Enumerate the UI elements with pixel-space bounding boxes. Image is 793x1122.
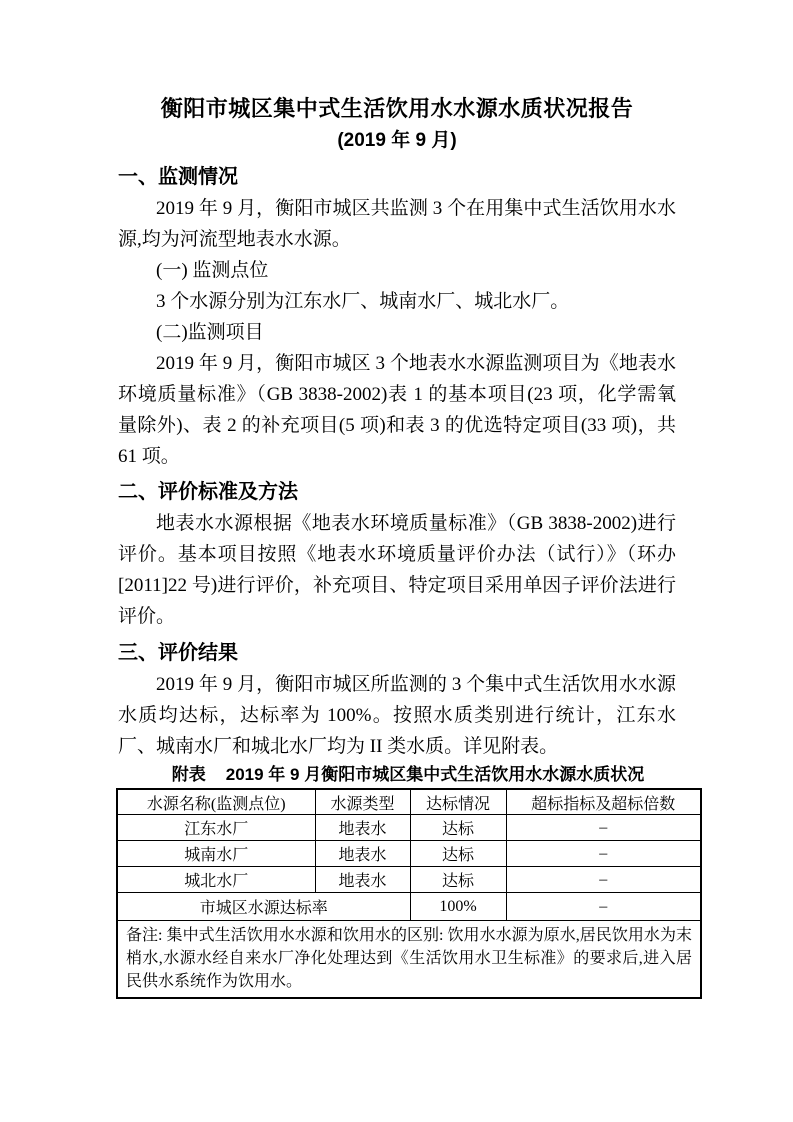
cell-source-name: 城南水厂 — [117, 841, 315, 867]
section-3-heading: 三、评价结果 — [118, 642, 238, 664]
cell-compliance: 达标 — [410, 867, 506, 893]
cell-exceedance: – — [506, 867, 701, 893]
cell-source-type: 地表水 — [315, 867, 410, 893]
summary-exceedance: – — [506, 893, 701, 921]
cell-source-name: 城北水厂 — [117, 867, 315, 893]
cell-source-type: 地表水 — [315, 841, 410, 867]
header-compliance: 达标情况 — [410, 789, 506, 815]
appendix-table-block — [116, 762, 700, 999]
water-quality-table — [116, 788, 702, 999]
cell-source-name: 江东水厂 — [117, 815, 315, 841]
table-caption-title: 2019 年 9 月衡阳市城区集中式生活饮用水水源水质状况 — [225, 765, 645, 784]
table-caption-label: 附表 — [171, 765, 206, 784]
section-1-paragraph-1: 2019 年 9 月，衡阳市城区共监测 3 个在用集中式生活饮用水水源,均为河流型地表水水源。 — [118, 198, 676, 250]
table-row — [117, 867, 701, 893]
section-2-paragraph-1: 地表水水源根据《地表水环境质量标准》（GB 3838-2002)进行评价。基本项目按照《地表水环境质量评价办法（试行）》（环办[2011]22 号)进行评价，补充项目、特定项目采用单因子评价法进行评价。 — [118, 513, 676, 627]
section-1-paragraph-2: 3 个水源分别为江东水厂、城南水厂、城北水厂。 — [156, 291, 570, 312]
table-row — [117, 841, 701, 867]
section-1-paragraph-3: 2019 年 9 月，衡阳市城区 3 个地表水水源监测项目为《地表水环境质量标准》（GB 3838-2002)表 1 的基本项目(23 项，化学需氧量除外)、表 2 的补充项目(5 项)和表 3 的优选特定项目(33 项)，共 61 项。 — [118, 353, 676, 467]
header-source-name: 水源名称(监测点位) — [117, 789, 315, 815]
section-1-subheading-1: (一) 监测点位 — [156, 260, 269, 281]
header-source-type: 水源类型 — [315, 789, 410, 815]
summary-rate: 100% — [410, 893, 506, 921]
section-3-paragraph-1: 2019 年 9 月，衡阳市城区所监测的 3 个集中式生活饮用水水源水质均达标，达标率为 100%。按照水质类别进行统计，江东水厂、城南水厂和城北水厂均为 II 类水质。详见附表。 — [118, 674, 676, 757]
table-note: 备注: 集中式生活饮用水水源和饮用水的区别: 饮用水水源为原水,居民饮用水为末梢水,水源水经自来水厂净化处理达到《生活饮用水卫生标准》的要求后,进入居民供水系统作为饮用水。 — [117, 921, 701, 999]
table-note-row — [117, 921, 701, 999]
page-title: 衡阳市城区集中式生活饮用水水源水质状况报告 — [160, 96, 634, 121]
cell-compliance: 达标 — [410, 841, 506, 867]
cell-compliance: 达标 — [410, 815, 506, 841]
table-caption — [116, 762, 700, 788]
text-column — [118, 0, 676, 762]
section-1-heading: 一、监测情况 — [118, 166, 238, 188]
page-subtitle: (2019 年 9 月) — [337, 130, 457, 151]
table-row — [117, 815, 701, 841]
header-exceedance: 超标指标及超标倍数 — [506, 789, 701, 815]
cell-exceedance: – — [506, 841, 701, 867]
summary-label: 市城区水源达标率 — [117, 893, 410, 921]
section-2-heading: 二、评价标准及方法 — [118, 481, 298, 503]
table-header-row — [117, 789, 701, 815]
cell-exceedance: – — [506, 815, 701, 841]
table-summary-row — [117, 893, 701, 921]
cell-source-type: 地表水 — [315, 815, 410, 841]
section-1-subheading-2: (二)监测项目 — [156, 322, 264, 343]
